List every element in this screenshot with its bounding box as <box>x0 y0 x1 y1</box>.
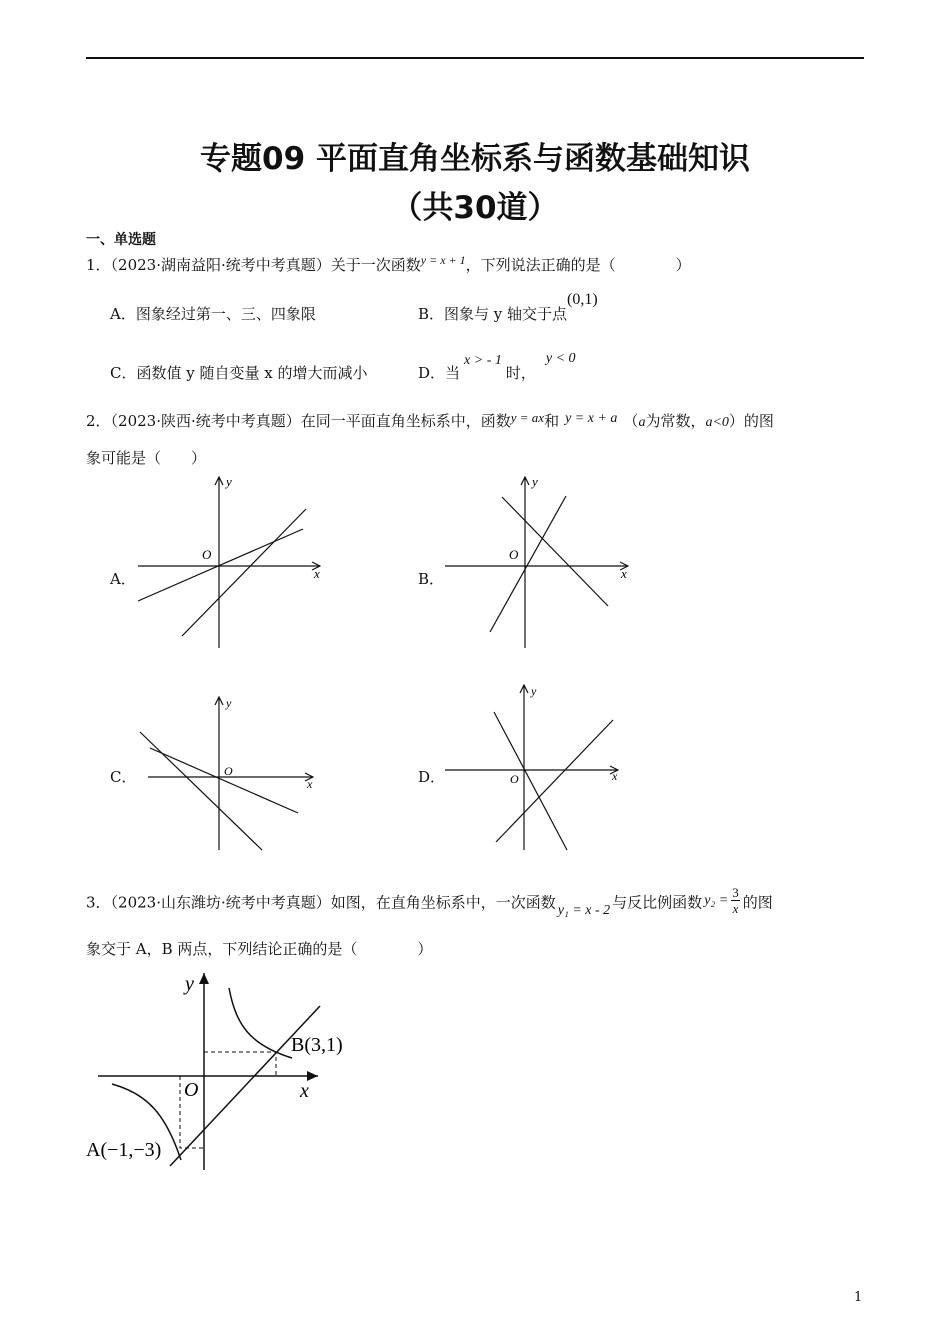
q2-graph-d <box>445 685 618 850</box>
graph-c-y-label: y <box>226 696 232 710</box>
graph-c-x-label: x <box>307 777 313 791</box>
q3-f1: y₁ = x - 2 <box>557 902 611 918</box>
q1-prefix: 1．（2023·湖南益阳·统考中考真题）关于一次函数 <box>86 256 421 274</box>
graph-d-line-2 <box>494 712 567 850</box>
q2-option-c-label[interactable]: C． <box>110 768 137 786</box>
graph-d-x-label: x <box>612 769 618 783</box>
q3-x-label: x <box>300 1080 309 1102</box>
q2-f1: y = ax <box>510 410 545 425</box>
graph-d-y-label: y <box>531 684 537 698</box>
q3-mid: 与反比例函数 <box>612 893 703 912</box>
q3-point-a-label: A(−1,−3) <box>86 1139 162 1161</box>
q3-origin: O <box>184 1079 199 1101</box>
q3-fraction-den: x <box>732 901 739 916</box>
section-heading: 一、单选题 <box>86 232 156 248</box>
q2-graph-a <box>138 477 320 648</box>
graph-c-origin: O <box>224 764 233 778</box>
q3-f2-left: y₂ = <box>704 892 729 908</box>
q3-stem-line2: 象交于 A，B 两点，下列结论正确的是（ ） <box>86 940 433 958</box>
graph-a-line-2 <box>182 509 306 636</box>
q2-cond: a<0 <box>705 415 729 430</box>
q1-option-d-result: y < 0 <box>545 351 576 366</box>
graph-b-line-1 <box>490 496 566 632</box>
q2-f2: y = x + a <box>565 411 618 426</box>
graph-d-origin: O <box>510 772 519 786</box>
q3-point-b-label: B(3,1) <box>291 1034 343 1056</box>
q3-fraction <box>731 885 740 916</box>
q1-option-a[interactable]: A．图象经过第一、三、四象限 <box>110 305 316 323</box>
q3-stem <box>86 885 773 919</box>
graph-a-line-1 <box>138 529 303 601</box>
q1-option-b-text: B．图象与 y 轴交于点 <box>418 305 568 323</box>
q3-prefix: 3．（2023·山东潍坊·统考中考真题）如图，在直角坐标系中，一次函数 <box>86 893 556 912</box>
q3-hyperbola-right <box>229 988 292 1058</box>
q1-formula: y = x + 1 <box>420 253 466 267</box>
q1-option-d-mid: 时， <box>505 364 536 382</box>
q2-option-a-label[interactable]: A． <box>110 570 136 588</box>
q3-fraction-num: 3 <box>732 885 739 900</box>
q3-tail: 的图 <box>742 893 773 912</box>
q2-const: 为常数， <box>645 412 706 430</box>
graph-c-line-2 <box>140 732 262 850</box>
graph-b-x-label: x <box>621 566 627 581</box>
graph-a-origin: O <box>202 547 212 562</box>
q1-suffix: ，下列说法正确的是（ ） <box>465 256 691 274</box>
page-title: 专题09 平面直角坐标系与函数基础知识 <box>200 141 750 177</box>
q2-stem-line2: 象可能是（ ） <box>86 449 207 467</box>
q2-a: a <box>638 415 646 430</box>
q2-option-d-label[interactable]: D． <box>418 768 446 786</box>
q2-graph-b <box>445 477 628 648</box>
page-number: 1 <box>854 1290 863 1305</box>
q2-tail: ）的图 <box>728 412 774 430</box>
q1-option-c[interactable]: C．函数值 y 随自变量 x 的增大而减小 <box>110 364 368 382</box>
q2-paren: （ <box>623 412 639 430</box>
page-subtitle: （共30道） <box>391 190 559 226</box>
q2-prefix: 2．（2023·陕西·统考中考真题）在同一平面直角坐标系中，函数 <box>86 412 511 430</box>
graph-a-x-label: x <box>314 566 320 581</box>
graph-b-y-label: y <box>532 474 538 489</box>
graph-c-line-1 <box>150 748 298 813</box>
q1-option-d-prefix: D．当 <box>418 364 461 382</box>
q1-option-d-cond: x > - 1 <box>464 353 502 368</box>
graph-b-origin: O <box>509 547 519 562</box>
q3-y-label: y <box>185 973 194 995</box>
q2-and: 和 <box>544 412 560 430</box>
q2-option-b-label[interactable]: B． <box>418 570 445 588</box>
q1-option-b-math: (0,1) <box>567 291 598 308</box>
graph-a-y-label: y <box>226 474 232 489</box>
